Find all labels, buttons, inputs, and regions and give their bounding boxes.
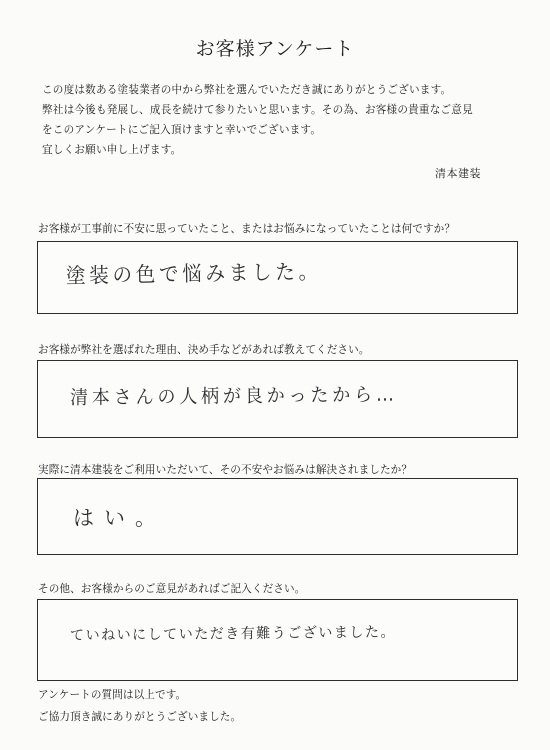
intro-line: をこのアンケートにご記入頂けますと幸いでございます。 xyxy=(42,124,322,136)
survey-title: お客様アンケート xyxy=(195,38,355,60)
answer-4-handwriting: ていねいにしていただき有難うございました。 xyxy=(69,624,397,644)
answer-box-1 xyxy=(37,241,518,314)
answer-box-2 xyxy=(37,360,518,438)
answer-1-handwriting: 塗装の色で悩みました。 xyxy=(65,259,322,288)
question-2-label: お客様が弊社を選ばれた理由、決め手などがあれば教えてください。 xyxy=(38,344,370,356)
answer-box-3 xyxy=(37,478,518,555)
question-1-label: お客様が工事前に不安に思っていたこと、またはお悩みになっていたことは何ですか？ xyxy=(38,223,456,235)
intro-line: 弊社は今後も発展し、成長を続けて参りたいと思います。その為、お客様の貴重なご意見 xyxy=(42,104,473,116)
closing-line-2: ご協力頂き誠にありがとうございました。 xyxy=(38,711,242,723)
intro-line: 宜しくお願い申し上げます。 xyxy=(42,144,182,156)
answer-2-handwriting: 清本さんの人柄が良かったから… xyxy=(69,383,398,409)
intro-text xyxy=(42,80,512,160)
closing-line-1: アンケートの質問は以上です。 xyxy=(38,689,187,701)
company-name: 清本建装 xyxy=(435,167,481,180)
question-4-label: その他、お客様からのご意見があればご記入ください。 xyxy=(38,583,306,595)
intro-line: この度は数ある塗装業者の中から弊社を選んでいただき誠にありがとうございます。 xyxy=(42,84,452,96)
answer-box-4 xyxy=(37,599,518,681)
answer-3-handwriting: はい。 xyxy=(73,506,166,530)
question-3-label: 実際に清本建装をご利用いただいて、その不安やお悩みは解決されましたか？ xyxy=(38,464,413,476)
